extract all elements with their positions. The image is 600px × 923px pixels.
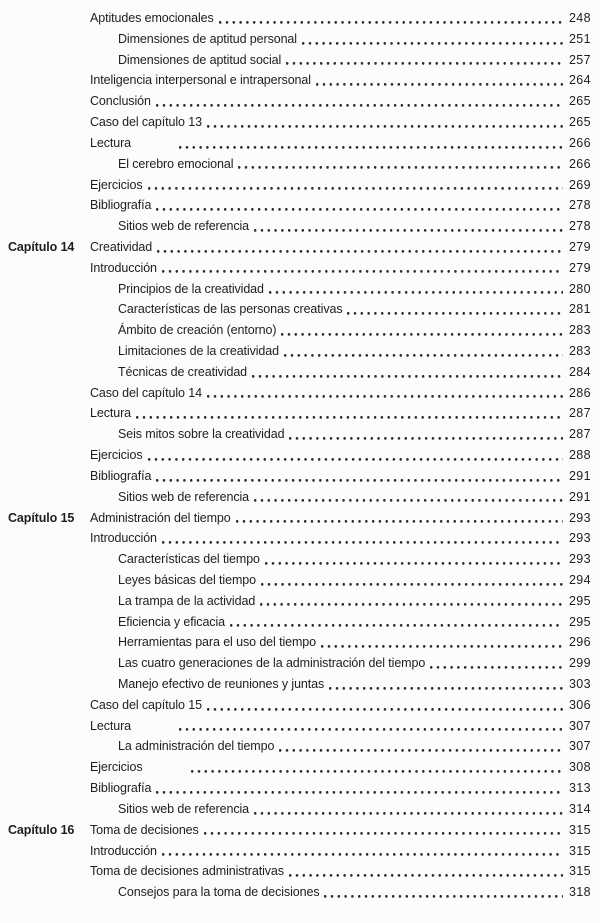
toc-entry: [8, 882, 591, 903]
entry-title: Leyes básicas del tiempo: [118, 572, 256, 587]
entry-page-number: 295: [568, 593, 591, 608]
entry-page-number: 307: [568, 739, 591, 754]
toc-entry: [8, 591, 591, 612]
entry-title: La trampa de la actividad: [118, 593, 256, 608]
dot-leader: [254, 799, 563, 820]
toc-entry: [8, 237, 591, 258]
entry-page-number: 281: [568, 302, 591, 317]
entry-title: Ámbito de creación (entorno): [118, 323, 277, 338]
entry-page-number: 284: [568, 364, 591, 379]
entry-page-number: 287: [568, 406, 591, 421]
entry-page-number: 293: [568, 552, 591, 567]
dot-leader: [254, 216, 563, 237]
entry-title: Bibliografía: [90, 468, 152, 483]
entry-title: Sitios web de referencia: [118, 801, 250, 816]
entry-page-number: 295: [568, 614, 591, 629]
toc-entry: [8, 549, 591, 570]
entry-title: Principios de la creatividad: [118, 281, 264, 296]
dot-leader: [204, 820, 563, 841]
entry-title: Seis mitos sobre la creatividad: [118, 427, 285, 442]
toc-entry: [8, 528, 591, 549]
entry-title: Sitios web de referencia: [118, 219, 250, 234]
dot-leader: [269, 279, 563, 300]
dot-leader: [156, 195, 563, 216]
entry-page-number: 286: [568, 385, 591, 400]
entry-page-number: 266: [568, 135, 591, 150]
dot-leader: [302, 29, 563, 50]
dot-leader: [254, 487, 563, 508]
dot-leader: [329, 674, 563, 695]
toc-list: [8, 8, 591, 903]
entry-page-number: 266: [568, 156, 591, 171]
entry-page-number: 265: [568, 115, 591, 130]
dot-leader: [157, 237, 563, 258]
dot-leader: [156, 91, 563, 112]
toc-entry: [8, 466, 591, 487]
entry-title: Bibliografía: [90, 781, 152, 796]
toc-entry: [8, 820, 591, 841]
dot-leader: [156, 778, 563, 799]
dot-leader: [207, 695, 563, 716]
toc-entry: [8, 112, 591, 133]
dot-leader: [430, 653, 563, 674]
entry-page-number: 308: [568, 760, 591, 775]
entry-title: Aptitudes emocionales: [90, 11, 214, 25]
entry-page-number: 264: [568, 73, 591, 88]
entry-title: Introducción: [90, 531, 157, 546]
entry-page-number: 293: [568, 531, 591, 546]
dot-leader: [284, 341, 563, 362]
toc-entry: [8, 216, 591, 237]
dot-leader: [289, 861, 563, 882]
entry-title: Las cuatro generaciones de la administración del tiempo: [118, 656, 426, 671]
toc-entry: [8, 383, 591, 404]
entry-title: Lectura: [90, 718, 131, 733]
entry-page-number: 278: [568, 198, 591, 213]
entry-page-number: 294: [568, 572, 591, 587]
dot-leader: [347, 299, 563, 320]
toc-entry: [8, 362, 591, 383]
chapter-label: Capítulo 16: [8, 822, 75, 837]
entry-page-number: 269: [568, 177, 591, 192]
toc-entry: [8, 320, 591, 341]
entry-page-number: 248: [568, 11, 591, 25]
toc-entry: [8, 8, 591, 29]
entry-page-number: 315: [568, 822, 591, 837]
entry-title: Características de las personas creativas: [118, 302, 343, 317]
dot-leader: [236, 508, 563, 529]
entry-title: Dimensiones de aptitud personal: [118, 31, 297, 46]
toc-entry: [8, 403, 591, 424]
entry-title: Bibliografía: [90, 198, 152, 213]
dot-leader: [219, 8, 563, 29]
entry-title: Manejo efectivo de reuniones y juntas: [118, 677, 325, 691]
dot-leader: [207, 112, 563, 133]
toc-entry: [8, 632, 591, 653]
toc-entry: [8, 70, 591, 91]
entry-page-number: 291: [568, 489, 591, 504]
toc-entry: [8, 341, 591, 362]
entry-page-number: 307: [568, 718, 591, 733]
toc-entry: [8, 653, 591, 674]
dot-leader: [281, 320, 563, 341]
chapter-label: Capítulo 14: [8, 239, 75, 254]
entry-title: Introducción: [90, 260, 157, 275]
dot-leader: [265, 549, 563, 570]
dot-leader: [162, 528, 563, 549]
entry-title: Consejos para la toma de decisiones: [118, 885, 320, 900]
entry-title: Ejercicios: [90, 177, 143, 192]
entry-title: Eficiencia y eficacia: [118, 614, 225, 629]
entry-page-number: 279: [568, 260, 591, 275]
toc-entry: [8, 674, 591, 695]
entry-title: Creatividad: [90, 239, 153, 254]
entry-page-number: 315: [568, 843, 591, 858]
entry-title: Toma de decisiones administrativas: [90, 864, 284, 879]
entry-title: Caso del capítulo 14: [90, 385, 202, 400]
entry-page-number: 280: [568, 281, 591, 296]
entry-page-number: 278: [568, 219, 591, 234]
toc-entry: [8, 736, 591, 757]
toc-entry: [8, 778, 591, 799]
entry-title: Lectura: [90, 135, 131, 150]
entry-title: Toma de decisiones: [90, 822, 199, 837]
dot-leader: [148, 175, 564, 196]
entry-title: Inteligencia interpersonal e intrapersonal: [90, 73, 311, 88]
dot-leader: [321, 632, 563, 653]
entry-page-number: 265: [568, 94, 591, 109]
dot-leader: [324, 882, 563, 903]
dot-leader: [286, 50, 563, 71]
dot-leader: [191, 757, 564, 778]
entry-page-number: 318: [568, 885, 591, 900]
entry-title: La administración del tiempo: [118, 739, 275, 754]
dot-leader: [238, 154, 563, 175]
dot-leader: [207, 383, 563, 404]
entry-page-number: 306: [568, 697, 591, 712]
toc-entry: [8, 279, 591, 300]
entry-title: Limitaciones de la creatividad: [118, 344, 279, 358]
entry-page-number: 303: [568, 677, 591, 691]
toc-entry: [8, 570, 591, 591]
entry-title: Caso del capítulo 13: [90, 115, 202, 130]
entry-title: Caso del capítulo 15: [90, 697, 202, 712]
toc-entry: [8, 695, 591, 716]
dot-leader: [260, 591, 563, 612]
entry-title: Herramientas para el uso del tiempo: [118, 635, 316, 650]
toc-entry: [8, 757, 591, 778]
entry-title: Técnicas de creatividad: [118, 364, 248, 379]
dot-leader: [148, 445, 564, 466]
toc-entry: [8, 861, 591, 882]
dot-leader: [162, 841, 563, 862]
entry-page-number: 313: [568, 781, 591, 796]
entry-page-number: 251: [568, 31, 591, 46]
entry-page-number: 283: [568, 323, 591, 338]
entry-title: Características del tiempo: [118, 552, 260, 567]
entry-page-number: 291: [568, 468, 591, 483]
dot-leader: [162, 258, 563, 279]
toc-entry: [8, 716, 591, 737]
entry-title: Ejercicios: [90, 760, 143, 775]
toc-entry: [8, 50, 591, 71]
toc-entry: [8, 445, 591, 466]
toc-entry: [8, 133, 591, 154]
toc-entry: [8, 29, 591, 50]
toc-entry: [8, 258, 591, 279]
entry-title: El cerebro emocional: [118, 156, 234, 171]
entry-page-number: 287: [568, 427, 591, 442]
toc-entry: [8, 154, 591, 175]
dot-leader: [279, 736, 563, 757]
dot-leader: [156, 466, 563, 487]
toc-entry: [8, 299, 591, 320]
entry-page-number: 283: [568, 344, 591, 358]
entry-page-number: 288: [568, 448, 591, 463]
entry-page-number: 315: [568, 864, 591, 879]
entry-page-number: 314: [568, 801, 591, 816]
chapter-label: Capítulo 15: [8, 510, 75, 525]
entry-title: Conclusión: [90, 94, 151, 109]
entry-page-number: 279: [568, 239, 591, 254]
entry-title: Lectura: [90, 406, 131, 421]
toc-entry: [8, 91, 591, 112]
toc-entry: [8, 424, 591, 445]
toc-entry: [8, 841, 591, 862]
dot-leader: [179, 716, 563, 737]
dot-leader: [179, 133, 563, 154]
entry-page-number: 293: [568, 510, 591, 525]
dot-leader: [136, 403, 563, 424]
toc-entry: [8, 175, 591, 196]
toc-entry: [8, 612, 591, 633]
toc-entry: [8, 487, 591, 508]
entry-title: Administración del tiempo: [90, 510, 231, 525]
dot-leader: [252, 362, 563, 383]
entry-page-number: 299: [568, 656, 591, 671]
toc-entry: [8, 799, 591, 820]
toc-entry: [8, 508, 591, 529]
entry-page-number: 296: [568, 635, 591, 650]
entry-title: Introducción: [90, 843, 157, 858]
entry-page-number: 257: [568, 52, 591, 67]
dot-leader: [289, 424, 563, 445]
toc-entry: [8, 195, 591, 216]
dot-leader: [230, 612, 563, 633]
dot-leader: [261, 570, 563, 591]
dot-leader: [316, 70, 563, 91]
entry-title: Dimensiones de aptitud social: [118, 52, 282, 67]
entry-title: Sitios web de referencia: [118, 489, 250, 504]
entry-title: Ejercicios: [90, 448, 143, 463]
